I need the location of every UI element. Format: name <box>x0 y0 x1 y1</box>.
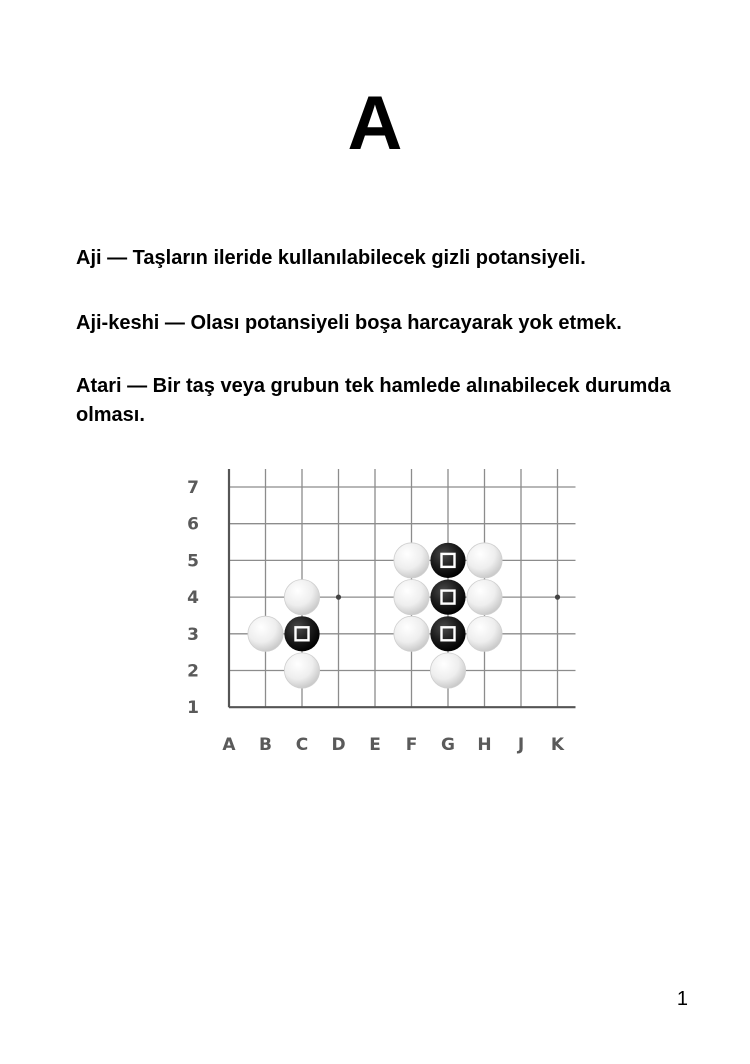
white-stone-c2 <box>284 653 319 688</box>
white-stone-c4 <box>284 580 319 615</box>
row-label: 7 <box>187 478 199 498</box>
column-label: G <box>441 735 455 755</box>
column-label: D <box>331 735 346 755</box>
white-stone-h5 <box>467 543 502 578</box>
column-label: C <box>295 735 309 755</box>
glossary-entry-aji: Aji — Taşların ileride kullanılabilecek gizli potansiyeli. <box>76 247 586 269</box>
column-label: H <box>477 735 492 755</box>
column-label: A <box>222 735 236 755</box>
glossary-entry-aji-keshi: Aji-keshi — Olası potansiyeli boşa harcayarak yok etmek. <box>76 312 622 334</box>
section-letter: A <box>347 81 403 166</box>
coordinate-labels <box>187 478 565 755</box>
white-stone-f3 <box>394 616 429 651</box>
column-label: B <box>259 735 272 755</box>
glossary-entry-atari: Atari — Bir taş veya grubun tek hamlede alınabilecek durumda olması. <box>76 375 671 426</box>
column-label: E <box>369 735 381 755</box>
white-stone-b3 <box>248 616 283 651</box>
row-label: 5 <box>187 551 199 572</box>
row-label: 6 <box>187 514 199 535</box>
white-stone-g2 <box>430 653 465 688</box>
star-point-d4 <box>336 595 341 600</box>
black-stone-g4 <box>430 580 465 615</box>
black-stone-g5 <box>430 543 465 578</box>
row-label: 4 <box>187 588 199 609</box>
white-stone-h3 <box>467 616 502 651</box>
star-point-k4 <box>555 595 560 600</box>
column-label: F <box>405 735 418 755</box>
white-stone-h4 <box>467 580 502 615</box>
black-stone-c3 <box>284 616 319 651</box>
row-label: 2 <box>187 661 199 682</box>
white-stone-f5 <box>394 543 429 578</box>
row-label: 3 <box>187 624 199 645</box>
page-number: 1 <box>676 988 688 1010</box>
row-label: 1 <box>187 698 199 719</box>
white-stone-f4 <box>394 580 429 615</box>
column-label: J <box>517 735 525 755</box>
column-label: K <box>550 735 565 755</box>
black-stone-g3 <box>430 616 465 651</box>
